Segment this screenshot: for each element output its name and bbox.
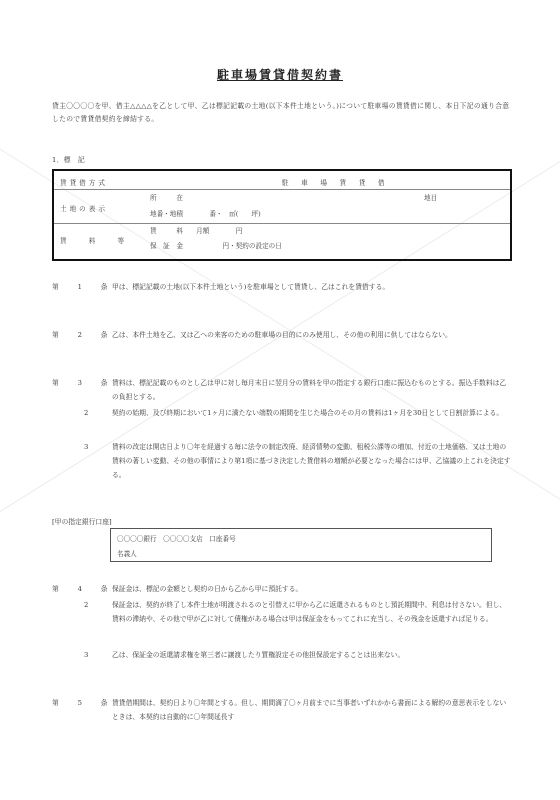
row-label: 賃貸借方式 — [60, 179, 108, 187]
clause-number: 3 — [84, 651, 89, 659]
summary-table — [52, 169, 512, 261]
row-label: 賃 料 等 — [60, 237, 128, 245]
clause-text: 保証金は、契約が終了し本件土地が明渡されるのと引替えに甲から乙に返還されるものとし預託期間中、利息は付さない。但し、賃料の滞納や、その他で甲が乙に対して債権がある場合は甲は保証金をもってこれに充当し、その残金を返還すれば足りる。 — [112, 601, 507, 623]
article-text: 甲は、標記記載の土地(以下本件土地という)を駐車場として賃貸し、乙はこれを賃借する。 — [112, 283, 390, 291]
clause — [52, 648, 512, 662]
clause-number: 3 — [84, 443, 89, 451]
article-number: 第 5 条 — [52, 699, 114, 707]
clause — [52, 406, 512, 420]
bank-account-line: 〇〇〇〇銀行 〇〇〇〇支店 口座番号 — [117, 535, 236, 543]
article-number: 第 2 条 — [52, 331, 114, 339]
clause-text: 契約の始期、及び終期において1ヶ月に満たない端数の期間を生じた場合のその月の賃料は1ヶ月を30日として日割計算による。 — [112, 409, 504, 417]
article-text: 保証金は、標記の金額とし契約の日から乙から甲に預託する。 — [112, 585, 303, 593]
table-row — [54, 225, 510, 257]
article-5 — [52, 696, 512, 724]
article-number: 第 4 条 — [52, 585, 114, 593]
intro-paragraph: 貸主〇〇〇〇を甲、借主△△△△を乙として甲、乙は標記記載の土地(以下本件土地という。)について駐車場の賃貸借に関し、本日下記の通り合意したので賃貸借契約を締結する。 — [52, 102, 510, 123]
bank-account-label: [甲の指定銀行口座] — [52, 518, 112, 526]
section-heading: 1．標 記 — [52, 156, 86, 164]
clause-text: 賃料の改定は開店日より〇年を経過する毎に法令の制定改廃、経済情勢の変動、租税公課等の増加、付近の土地価格、又は土地の賃料の著しい変動、その他の事情により第1項に基づき決定した賃借料の増額が必要となった場合には甲、乙協議の上これを決定する。 — [112, 443, 511, 479]
clause-number: 2 — [84, 601, 89, 609]
article-text: 賃貸借期間は、契約日より〇年間とする。但し、期間満了〇ヶ月前までに当事者いずれかから書面による解約の意思表示をしないときは、本契約は自動的に〇年間延長す — [112, 699, 507, 721]
article-text: 賃料は、標記記載のものとし乙は甲に対し毎月末日に翌月分の賃料を甲の指定する銀行口座に振込むものとする。振込手数料は乙の負担とする。 — [112, 379, 507, 401]
row-label: 土地の表示 — [60, 205, 108, 213]
article-text: 乙は、本件土地を乙、又は乙への来客のための駐車場の目的にのみ使用し、その他の利用に供してはならない。 — [112, 331, 452, 339]
article-3 — [52, 376, 512, 404]
row-value: 所 在 — [150, 194, 183, 202]
row-value: 地目 — [424, 194, 438, 202]
article-1 — [52, 280, 512, 294]
bank-holder-line: 名義人 — [117, 550, 137, 558]
table-row — [54, 191, 510, 224]
clause-text: 乙は、保証金の返還請求権を第三者に譲渡したり質権設定その他担保設定することは出来ない。 — [112, 651, 405, 659]
article-4 — [52, 582, 512, 596]
clause — [52, 440, 512, 482]
row-value: 駐 車 場 賃 貸 借 — [282, 179, 388, 187]
table-row — [54, 175, 510, 190]
clause — [52, 598, 512, 626]
article-number: 第 3 条 — [52, 379, 114, 387]
clause-number: 2 — [84, 409, 89, 417]
row-value: 賃 料 月額 円 — [150, 227, 243, 235]
row-value: 保 証 金 円・契約の設定の日 — [150, 242, 282, 250]
document-title: 駐車場賃貸借契約書 — [216, 68, 343, 82]
row-value: 地番・地積 番・ ㎡( 坪) — [150, 210, 261, 218]
article-2 — [52, 328, 512, 342]
bank-account-box — [110, 528, 492, 562]
article-number: 第 1 条 — [52, 283, 114, 291]
